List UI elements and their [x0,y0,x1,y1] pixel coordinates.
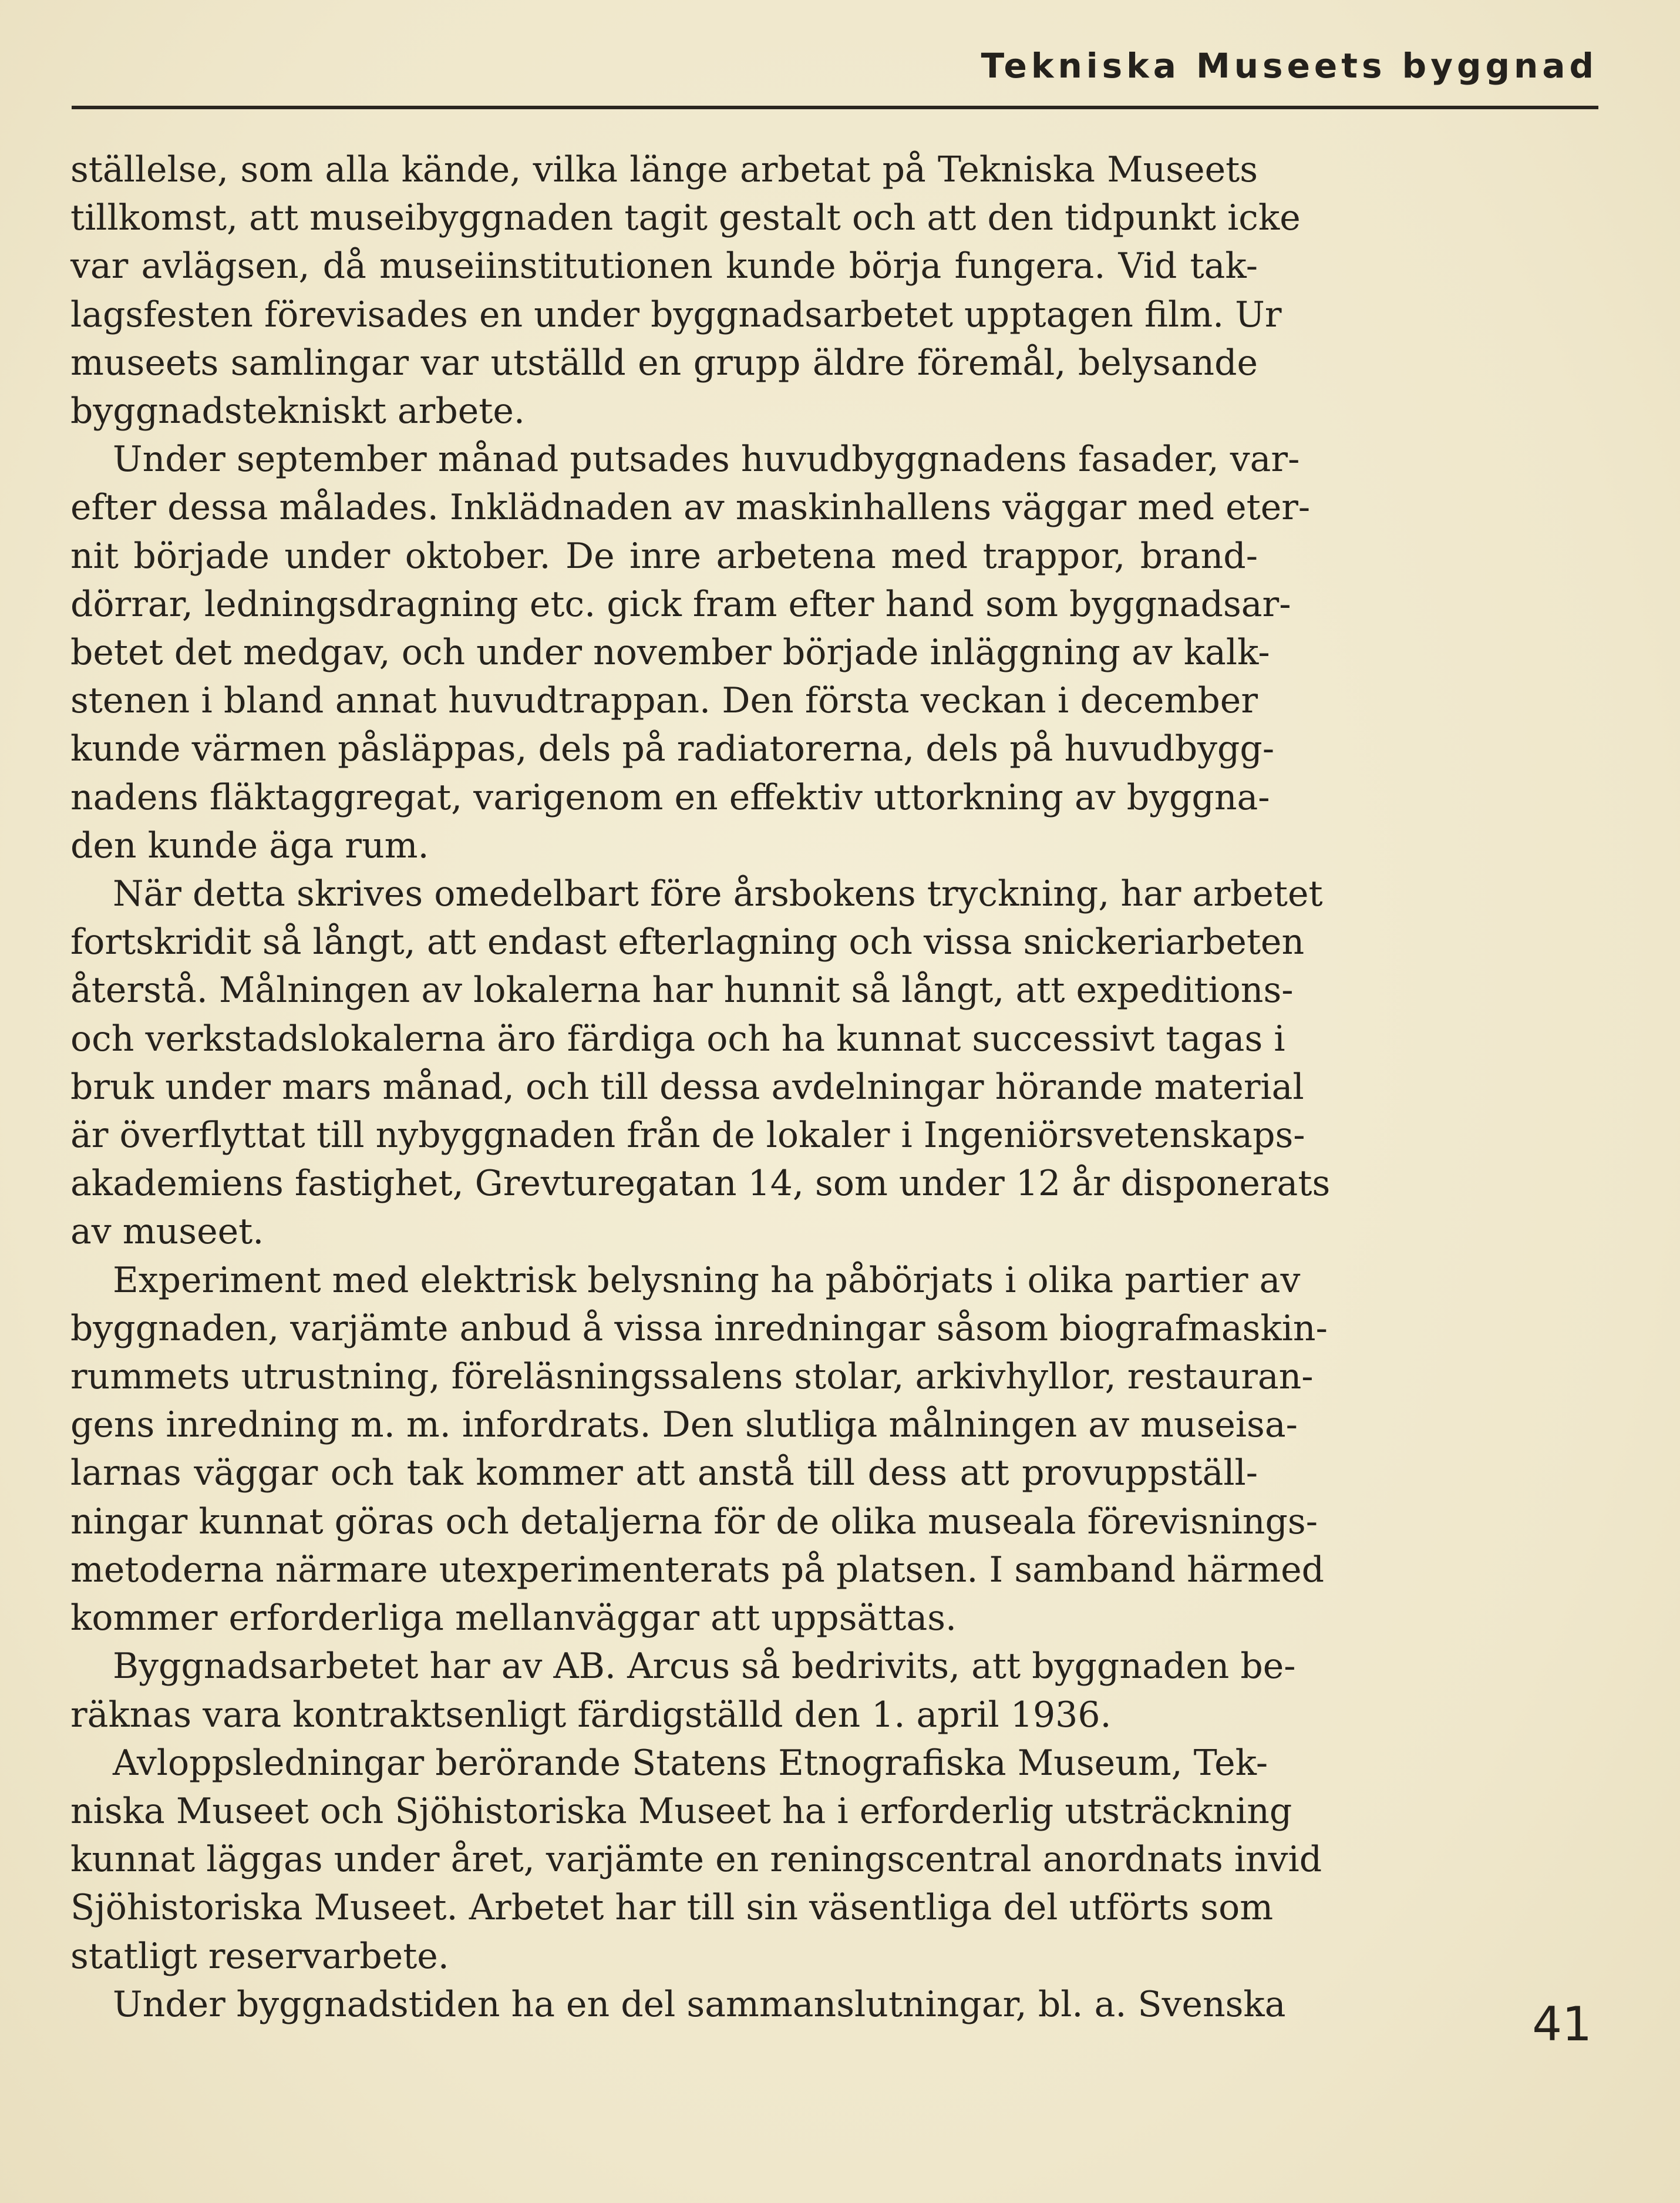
text-line: Byggnadsarbetet har av AB. Arcus så bedrivits, att byggnaden be- [113,1646,1296,1687]
text-line: är överflyttat till nybyggnaden från de lokaler i Ingeniörsvetenskaps- [70,1115,1305,1156]
text-line: kommer erforderliga mellanväggar att uppsättas. [70,1597,957,1639]
text-line: Under byggnadstiden ha en del sammanslutningar, bl. a. Svenska [113,1983,1286,2025]
body-text [70,146,1331,2029]
text-line: kunnat läggas under året, varjämte en reningscentral anordnats invid [70,1839,1322,1881]
text-line: rummets utrustning, föreläsningssalens stolar, arkivhyllor, restauran- [70,1356,1314,1398]
text-line: statligt reservarbete. [70,1935,449,1977]
text-line: betet det medgav, och under november började inläggning av kalk- [70,632,1270,674]
text-line: och verkstadslokalerna äro färdiga och ha kunnat successivt tagas i [70,1018,1285,1060]
text-line: kunde värmen påsläppas, dels på radiatorerna, dels på huvudbygg- [70,728,1275,770]
text-line: stenen i bland annat huvudtrappan. Den första veckan i december [70,680,1258,722]
text-line: räknas vara kontraktsenligt färdigställd den 1. april 1936. [70,1694,1112,1736]
text-line: ningar kunnat göras och detaljerna för de olika museala förevisnings- [70,1501,1318,1542]
text-line: av museet. [70,1211,264,1253]
text-line: gens inredning m. m. infordrats. Den slutliga målningen av museisa- [70,1404,1298,1446]
text-line: byggnaden, varjämte anbud å vissa inredningar såsom biografmaskin- [70,1307,1328,1349]
header-rule [72,106,1598,109]
text-line: Under september månad putsades huvudbyggnadens fasader, var- [113,439,1300,480]
text-line: återstå. Målningen av lokalerna har hunnit så långt, att expeditions- [70,970,1294,1011]
text-line: larnas väggar och tak kommer att anstå till dess att provuppställ- [70,1452,1258,1494]
text-line: efter dessa målades. Inklädnaden av maskinhallens väggar med eter- [70,487,1311,529]
text-line: Experiment med elektrisk belysning ha påbörjats i olika partier av [113,1259,1301,1301]
text-line: fortskridit så långt, att endast efterlagning och vissa snickeriarbeten [70,921,1305,963]
text-line: nadens fläktaggregat, varigenom en effektiv uttorkning av byggna- [70,776,1270,818]
text-line: Avloppsledningar berörande Statens Etnografiska Museum, Tek- [113,1742,1268,1784]
text-line: bruk under mars månad, och till dessa avdelningar hörande material [70,1066,1304,1108]
text-line: museets samlingar var utställd en grupp äldre föremål, belysande [70,342,1258,384]
text-line: ställelse, som alla kände, vilka länge arbetat på Tekniska Museets [70,149,1258,190]
text-line: metoderna närmare utexperimenterats på platsen. I samband härmed [70,1549,1324,1590]
text-line: niska Museet och Sjöhistoriska Museet ha i erforderlig utsträckning [70,1790,1292,1832]
text-line: var avlägsen, då museiinstitutionen kunde börja fungera. Vid tak- [70,245,1258,287]
text-line: Sjöhistoriska Museet. Arbetet har till sin väsentliga del utförts som [70,1887,1274,1929]
text-line: akademiens fastighet, Grevturegatan 14, som under 12 år disponerats [70,1163,1331,1205]
text-line: tillkomst, att museibyggnaden tagit gestalt och att den tidpunkt icke [70,197,1301,239]
text-line: byggnadstekniskt arbete. [70,391,525,432]
text-line: lagsfesten förevisades en under byggnadsarbetet upptagen film. Ur [70,294,1282,335]
page-number: 41 [1532,1997,1592,2051]
text-line: När detta skrives omedelbart före årsbokens tryckning, har arbetet [113,873,1323,915]
text-line: nit började under oktober. De inre arbetena med trappor, brand- [70,535,1258,577]
text-line: den kunde äga rum. [70,825,429,866]
text-line: dörrar, ledningsdragning etc. gick fram efter hand som byggnadsar- [70,583,1291,625]
running-title: Tekniska Museets byggnad [981,46,1598,86]
